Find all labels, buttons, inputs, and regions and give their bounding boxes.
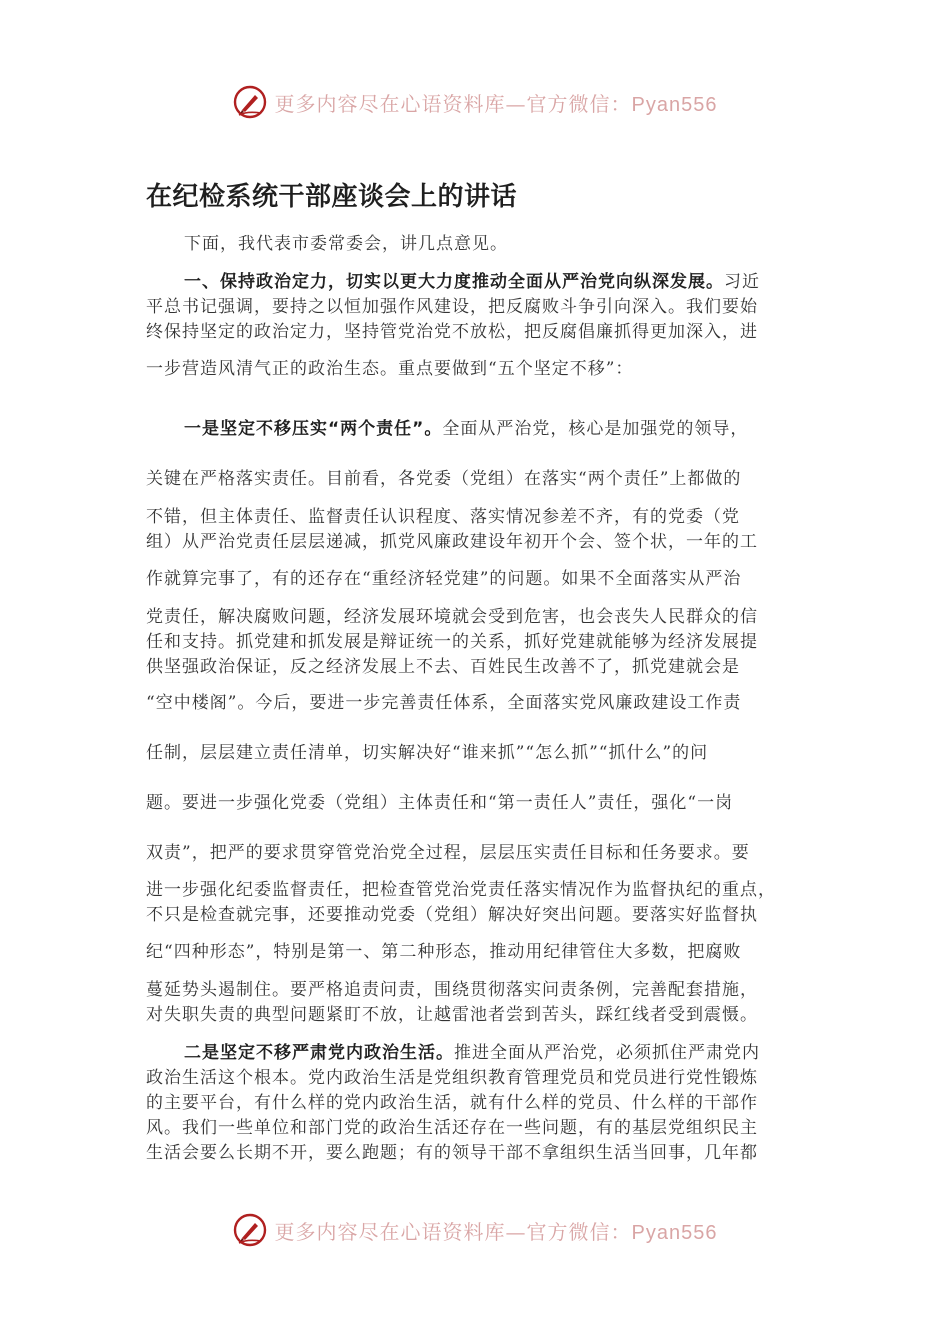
paragraph-line: 组）从严治党责任层层递减，抓党风廉政建设年初开个会、签个状，一年的工 xyxy=(146,532,758,552)
point-heading: 二是坚定不移严肃党内政治生活。 xyxy=(184,1043,454,1063)
paragraph-line: 任制，层层建立责任清单，切实解决好“谁来抓”“怎么抓”“抓什么”的问 xyxy=(146,743,709,763)
paragraph-line: 下面，我代表市委常委会，讲几点意见。 xyxy=(184,234,508,254)
paragraph-line: 终保持坚定的政治定力，坚持管党治党不放松，把反腐倡廉抓得更加深入，进 xyxy=(146,322,758,342)
paragraph-line: 一、保持政治定力，切实以更大力度推动全面从严治党向纵深发展。习近 xyxy=(184,272,760,292)
paragraph-line: 一是坚定不移压实“两个责任”。全面从严治党，核心是加强党的领导， xyxy=(184,419,749,439)
paragraph-line: 进一步强化纪委监督责任，把检查管党治党责任落实情况作为监督执纪的重点， xyxy=(146,880,776,900)
watermark-text: 更多内容尽在心语资料库—官方微信：Pyan556 xyxy=(274,1219,718,1244)
paragraph-line: 蔓延势头遏制住。要严格追责问责，围绕贯彻落实问责条例，完善配套措施， xyxy=(146,980,758,1000)
paragraph-line: 党责任，解决腐败问题，经济发展环境就会受到危害，也会丧失人民群众的信 xyxy=(146,607,758,627)
paragraph-line: 双责”，把严的要求贯穿管党治党全过程，层层压实责任目标和任务要求。要 xyxy=(146,843,750,863)
paragraph-line: 的主要平台，有什么样的党内政治生活，就有什么样的党员、什么样的干部作 xyxy=(146,1093,758,1113)
paragraph-line: 关键在严格落实责任。目前看，各党委（党组）在落实“两个责任”上都做的 xyxy=(146,469,742,489)
watermark-banner-bottom xyxy=(0,1210,950,1250)
paragraph-line: 任和支持。抓党建和抓发展是辩证统一的关系，抓好党建就能够为经济发展提 xyxy=(146,632,758,652)
paragraph-line: 政治生活这个根本。党内政治生活是党组织教育管理党员和党员进行党性锻炼 xyxy=(146,1068,758,1088)
paragraph-line: 作就算完事了，有的还存在“重经济轻党建”的问题。如果不全面落实从严治 xyxy=(146,569,742,589)
paragraph-line: 平总书记强调，要持之以恒加强作风建设，把反腐败斗争引向深入。我们要始 xyxy=(146,297,758,317)
paragraph-line: 供坚强政治保证，反之经济发展上不去、百姓民生改善不了，抓党建就会是 xyxy=(146,657,740,677)
paragraph-line: “空中楼阁”。今后，要进一步完善责任体系，全面落实党风廉政建设工作责 xyxy=(146,693,742,713)
pen-logo-icon xyxy=(233,85,267,119)
paragraph-line: 纪“四种形态”，特别是第一、第二种形态，推动用纪律管住大多数，把腐败 xyxy=(146,942,742,962)
document-title: 在纪检系统干部座谈会上的讲话 xyxy=(146,182,518,212)
paragraph-line: 不只是检查就完事，还要推动党委（党组）解决好突出问题。要落实好监督执 xyxy=(146,905,758,925)
paragraph-line: 生活会要么长期不开，要么跑题；有的领导干部不拿组织生活当回事，几年都 xyxy=(146,1143,758,1163)
point-heading: 一是坚定不移压实“两个责任”。 xyxy=(184,419,443,439)
wechat-id: Pyan556 xyxy=(631,1221,718,1244)
paragraph-line: 题。要进一步强化党委（党组）主体责任和“第一责任人”责任，强化“一岗 xyxy=(146,793,734,813)
paragraph-line: 对失职失责的典型问题紧盯不放，让越雷池者尝到苦头，踩红线者受到震慑。 xyxy=(146,1005,758,1025)
pen-logo-icon xyxy=(233,1213,267,1247)
watermark-banner-top xyxy=(0,82,950,122)
paragraph-line: 风。我们一些单位和部门党的政治生活还存在一些问题，有的基层党组织民主 xyxy=(146,1118,758,1138)
watermark-text: 更多内容尽在心语资料库—官方微信：Pyan556 xyxy=(274,91,718,116)
paragraph-line: 二是坚定不移严肃党内政治生活。推进全面从严治党，必须抓住严肃党内 xyxy=(184,1043,760,1063)
section-heading: 一、保持政治定力，切实以更大力度推动全面从严治党向纵深发展。 xyxy=(184,272,724,292)
paragraph-line: 不错，但主体责任、监督责任认识程度、落实情况参差不齐，有的党委（党 xyxy=(146,507,740,527)
paragraph-line: 一步营造风清气正的政治生态。重点要做到“五个坚定不移”： xyxy=(146,359,634,379)
wechat-id: Pyan556 xyxy=(631,93,718,116)
